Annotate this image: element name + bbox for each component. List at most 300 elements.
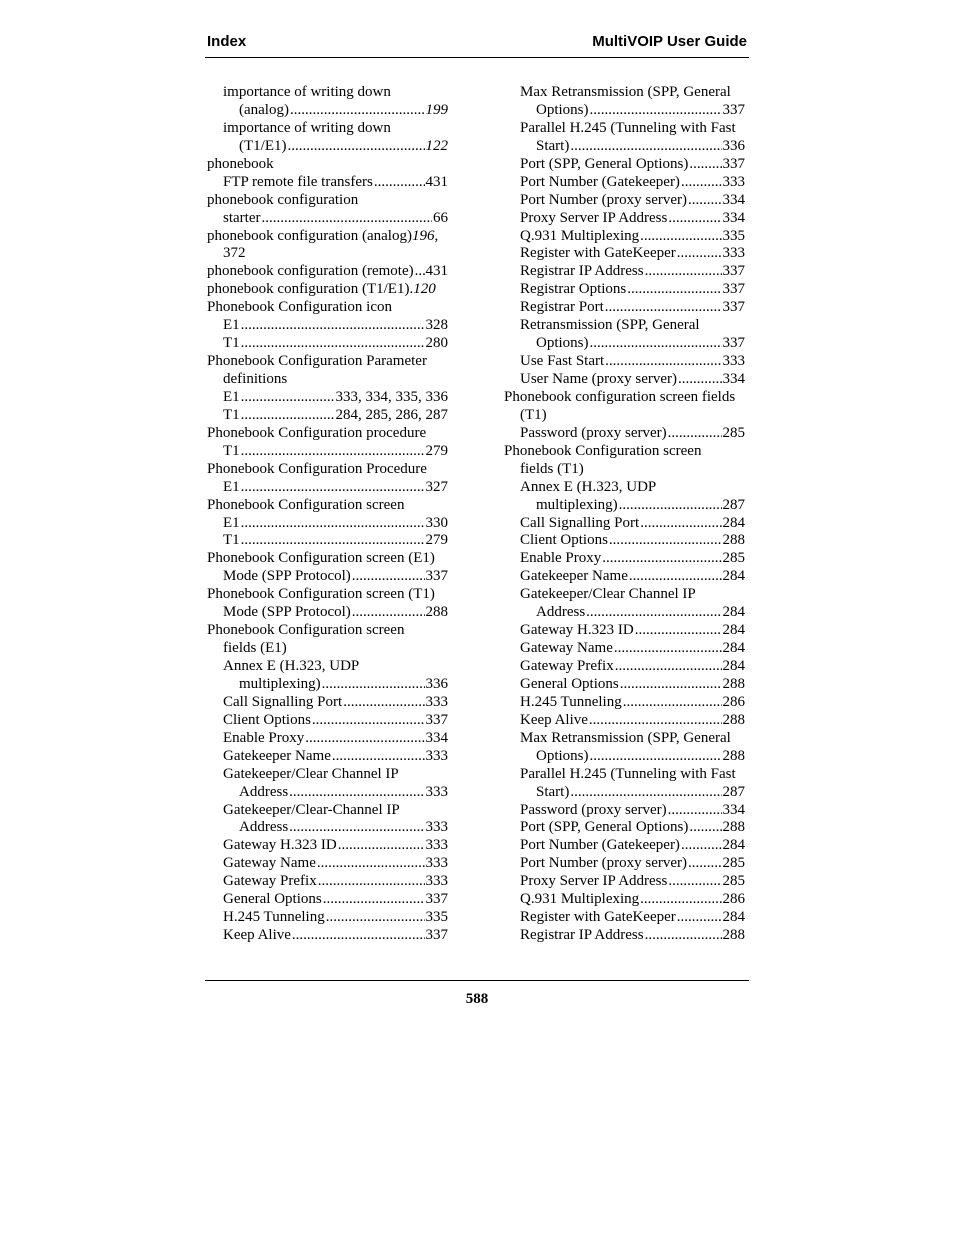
index-entry <box>504 694 745 712</box>
entry-term: Gatekeeper/Clear Channel IP <box>223 765 399 782</box>
entry-term: Register with GateKeeper <box>520 909 676 926</box>
dot-leader <box>590 748 722 766</box>
entry-page-ref: 280 <box>425 335 448 352</box>
dot-leader <box>623 694 722 712</box>
entry-term: Phonebook Configuration procedure <box>207 424 427 441</box>
entry-term: Phonebook configuration screen fields <box>504 388 736 405</box>
index-entry <box>207 712 448 730</box>
index-entry <box>504 281 745 299</box>
entry-page-ref: 336 <box>425 675 448 692</box>
entry-term: phonebook configuration (analog) <box>207 227 412 244</box>
dot-leader <box>287 138 424 156</box>
dot-leader <box>677 245 722 263</box>
dot-leader <box>635 622 722 640</box>
entry-page-ref: 333 <box>425 837 448 854</box>
index-entry <box>207 120 448 138</box>
entry-term: starter <box>223 209 261 226</box>
index-entry <box>207 532 448 550</box>
dot-leader <box>570 138 721 156</box>
entry-page-ref: 122 <box>425 137 448 154</box>
entry-term: T1 <box>223 335 240 352</box>
index-entry <box>207 694 448 712</box>
index-entry <box>504 873 745 891</box>
dot-leader <box>289 784 424 802</box>
entry-term: Gateway Prefix <box>223 873 317 890</box>
index-entry <box>504 371 745 389</box>
index-entry <box>207 443 448 461</box>
index-entry <box>504 120 745 138</box>
entry-page-ref: 284 <box>722 604 745 621</box>
entry-term: Options) <box>536 747 589 764</box>
index-entry <box>504 532 745 550</box>
index-entry <box>504 263 745 281</box>
dot-leader <box>241 335 425 353</box>
entry-term: Port Number (proxy server) <box>520 855 688 872</box>
index-entry <box>207 407 448 425</box>
header-section-title: Index <box>207 33 247 50</box>
entry-term: Q.931 Multiplexing <box>520 227 640 244</box>
index-entry <box>504 837 745 855</box>
index-entry <box>504 443 745 461</box>
entry-page-ref: 287 <box>722 496 745 513</box>
entry-page-ref: 288 <box>722 819 745 836</box>
entry-suffix: , <box>434 227 439 244</box>
dot-leader <box>241 389 335 407</box>
entry-term: E1 <box>223 514 240 531</box>
entry-page-ref: 337 <box>722 281 745 298</box>
dot-leader <box>602 550 721 568</box>
entry-page-ref: 327 <box>425 478 448 495</box>
dot-leader <box>605 299 722 317</box>
entry-term: Registrar IP Address <box>520 927 644 944</box>
index-entry <box>504 891 745 909</box>
index-entry <box>504 658 745 676</box>
dot-leader <box>343 694 424 712</box>
entry-term: Port (SPP, General Options) <box>520 155 689 172</box>
index-entry <box>504 210 745 228</box>
entry-page-ref: 337 <box>722 101 745 118</box>
index-entry <box>207 281 448 299</box>
entry-term: Port Number (Gatekeeper) <box>520 173 680 190</box>
entry-page-ref: 284 <box>722 658 745 674</box>
entry-term: Password (proxy server) <box>520 801 667 818</box>
entry-term: Keep Alive <box>520 711 588 728</box>
dot-leader <box>645 927 722 945</box>
entry-term: fields (T1) <box>520 460 584 477</box>
entry-page-ref: 66 <box>433 209 448 226</box>
entry-page-ref: 284 <box>722 568 745 585</box>
entry-page-ref: 288 <box>425 604 448 621</box>
index-entry <box>207 389 448 407</box>
entry-term: Enable Proxy <box>520 550 602 567</box>
entry-term: General Options <box>223 891 322 908</box>
dot-leader <box>668 802 722 820</box>
entry-page-ref: 333 <box>425 855 448 872</box>
page-number: 588 <box>465 991 489 1007</box>
index-entry <box>504 784 745 802</box>
entry-page-ref: 120 <box>413 281 436 298</box>
entry-term: Gateway Prefix <box>520 658 614 674</box>
index-entry <box>504 497 745 515</box>
dot-leader <box>352 604 425 622</box>
dot-leader <box>668 210 721 228</box>
dot-leader <box>619 497 722 515</box>
index-entry <box>504 102 745 120</box>
entry-term: Parallel H.245 (Tunneling with Fast <box>520 119 736 136</box>
entry-term: phonebook configuration (remote) <box>207 263 414 280</box>
entry-page-ref: 335 <box>722 227 745 244</box>
entry-term: Start) <box>536 783 570 800</box>
index-entry <box>207 479 448 497</box>
dot-leader <box>689 819 721 837</box>
dot-leader <box>645 263 722 281</box>
entry-page-ref: 285 <box>722 424 745 441</box>
entry-term: Gateway Name <box>520 640 613 657</box>
dot-leader <box>326 909 425 927</box>
entry-term: Options) <box>536 101 589 118</box>
entry-term: Mode (SPP Protocol) <box>223 604 351 621</box>
index-entry <box>504 568 745 586</box>
index-entry <box>207 84 448 102</box>
entry-page-ref: 431 <box>425 263 448 280</box>
entry-term: Address <box>536 604 586 621</box>
index-entry <box>207 802 448 820</box>
entry-page-ref: 337 <box>722 155 745 172</box>
dot-leader <box>681 837 722 855</box>
entry-term: Call Signalling Port <box>223 693 343 710</box>
entry-page-ref: 337 <box>722 263 745 280</box>
index-entry <box>207 461 448 479</box>
entry-term: Port Number (proxy server) <box>520 191 688 208</box>
entry-term: E1 <box>223 388 240 405</box>
index-entry <box>504 407 745 425</box>
index-entry <box>207 927 448 945</box>
index-entry <box>207 102 448 120</box>
index-entry <box>504 138 745 156</box>
entry-page-ref: 284 <box>722 514 745 531</box>
entry-term: E1 <box>223 317 240 334</box>
index-entry <box>504 927 745 945</box>
entry-term: Address <box>239 783 289 800</box>
entry-term: Phonebook Configuration screen <box>207 622 405 639</box>
entry-page-ref: 334 <box>425 729 448 746</box>
entry-page-ref: 330 <box>425 514 448 531</box>
entry-term: Registrar Options <box>520 281 627 298</box>
index-entry <box>207 371 448 389</box>
entry-term: Gatekeeper/Clear-Channel IP <box>223 801 400 818</box>
entry-term: multiplexing) <box>536 496 618 513</box>
entry-term: Enable Proxy <box>223 729 305 746</box>
dot-leader <box>688 192 721 210</box>
entry-term: Annex E (H.323, UDP <box>223 658 360 674</box>
entry-page-ref: 286 <box>722 891 745 908</box>
index-entry <box>207 676 448 694</box>
entry-term: FTP remote file transfers <box>223 173 373 190</box>
entry-term: Gateway Name <box>223 855 316 872</box>
dot-leader <box>261 210 432 228</box>
entry-term: Register with GateKeeper <box>520 245 676 262</box>
entry-term: General Options <box>520 675 619 692</box>
dot-leader <box>241 532 425 550</box>
dot-leader <box>640 228 721 246</box>
entry-term: Options) <box>536 335 589 352</box>
entry-page-ref: 285 <box>722 855 745 872</box>
index-entry <box>504 245 745 263</box>
dot-leader <box>322 676 425 694</box>
entry-term: Client Options <box>223 711 311 728</box>
entry-term: Proxy Server IP Address <box>520 209 668 226</box>
entry-term: Password (proxy server) <box>520 424 667 441</box>
entry-term: Client Options <box>520 532 608 549</box>
dot-leader <box>629 568 722 586</box>
dot-leader <box>323 891 425 909</box>
entry-term: Gatekeeper/Clear Channel IP <box>520 586 696 603</box>
entry-term: Phonebook Configuration screen <box>504 442 702 459</box>
entry-page-ref: 286 <box>722 693 745 710</box>
entry-page-ref: 337 <box>722 335 745 352</box>
entry-term: Call Signalling Port <box>520 514 640 531</box>
entry-term: Port (SPP, General Options) <box>520 819 689 836</box>
index-entry <box>207 766 448 784</box>
entry-term: Phonebook Configuration screen <box>207 496 405 513</box>
index-entry <box>207 748 448 766</box>
dot-leader <box>317 855 425 873</box>
dot-leader <box>241 407 335 425</box>
dot-leader <box>332 748 425 766</box>
entry-page-ref: 288 <box>722 675 745 692</box>
entry-page-ref: 333 <box>425 693 448 710</box>
dot-leader <box>312 712 425 730</box>
entry-term: Phonebook Configuration Procedure <box>207 460 427 477</box>
index-entry <box>504 479 745 497</box>
entry-term: (analog) <box>239 101 289 118</box>
entry-page-ref: 337 <box>425 568 448 585</box>
index-entry <box>207 353 448 371</box>
entry-page-ref: 287 <box>722 783 745 800</box>
index-column-left <box>207 84 448 945</box>
index-entry <box>207 192 448 210</box>
entry-term: Retransmission (SPP, General <box>520 317 700 334</box>
index-entry <box>504 461 745 479</box>
dot-leader <box>289 819 424 837</box>
entry-term: phonebook configuration <box>207 191 359 208</box>
index-entry <box>504 712 745 730</box>
entry-term: phonebook <box>207 155 274 172</box>
entry-term: Registrar IP Address <box>520 263 644 280</box>
entry-term: Start) <box>536 137 570 154</box>
dot-leader <box>415 263 425 281</box>
dot-leader <box>668 873 721 891</box>
dot-leader <box>374 174 425 192</box>
entry-page-ref: 284, 285, 286, 287 <box>335 406 448 423</box>
dot-leader <box>615 658 722 676</box>
entry-term: Mode (SPP Protocol) <box>223 568 351 585</box>
index-entry <box>504 228 745 246</box>
index-entry <box>504 604 745 622</box>
entry-term: H.245 Tunneling <box>520 693 622 710</box>
entry-term: Registrar Port <box>520 299 604 316</box>
entry-term: Parallel H.245 (Tunneling with Fast <box>520 765 736 782</box>
entry-page-ref: 279 <box>425 442 448 459</box>
index-entry <box>207 515 448 533</box>
entry-page-ref: 333 <box>722 245 745 262</box>
entry-term: importance of writing down <box>223 119 391 136</box>
entry-term: Proxy Server IP Address <box>520 873 668 890</box>
index-entry <box>504 802 745 820</box>
index-entry <box>504 748 745 766</box>
entry-page-ref: 333 <box>722 353 745 370</box>
entry-term: T1 <box>223 406 240 423</box>
index-entry <box>207 317 448 335</box>
entry-term: Max Retransmission (SPP, General <box>520 729 731 746</box>
entry-page-ref: 334 <box>722 191 745 208</box>
entry-term: Gateway H.323 ID <box>223 837 337 854</box>
entry-page-ref: 285 <box>722 550 745 567</box>
entry-page-ref: 284 <box>722 909 745 926</box>
dot-leader <box>352 568 425 586</box>
entry-term: T1 <box>223 442 240 459</box>
dot-leader <box>678 371 721 389</box>
index-entry <box>504 586 745 604</box>
entry-term: importance of writing down <box>223 84 391 100</box>
entry-page-ref: 334 <box>722 801 745 818</box>
dot-leader <box>627 281 721 299</box>
dot-leader <box>241 515 425 533</box>
index-entry <box>207 299 448 317</box>
entry-term: Address <box>239 819 289 836</box>
dot-leader <box>318 873 425 891</box>
index-entry <box>504 622 745 640</box>
index-entry <box>207 784 448 802</box>
dot-leader <box>640 515 721 533</box>
header-rule <box>205 57 749 58</box>
entry-term: definitions <box>223 371 288 387</box>
entry-page-ref: 288 <box>722 927 745 944</box>
index-entry <box>207 425 448 443</box>
footer-rule <box>205 980 749 981</box>
entry-page-ref: 328 <box>425 317 448 334</box>
index-entry <box>504 84 745 102</box>
entry-term: Phonebook Configuration Parameter <box>207 353 427 370</box>
dot-leader <box>241 479 425 497</box>
dot-leader <box>589 712 722 730</box>
dot-leader <box>668 425 722 443</box>
index-entry <box>207 604 448 622</box>
dot-leader <box>570 784 721 802</box>
entry-page-ref: 288 <box>722 711 745 728</box>
index-entry <box>207 497 448 515</box>
entry-page-ref: 284 <box>722 622 745 639</box>
dot-leader <box>605 353 721 371</box>
entry-term: (T1) <box>520 406 547 423</box>
index-entry <box>504 855 745 873</box>
dot-leader <box>609 532 722 550</box>
entry-term: (T1/E1) <box>239 137 287 154</box>
dot-leader <box>241 317 425 335</box>
entry-page-ref: 285 <box>722 873 745 890</box>
index-entry <box>207 245 448 263</box>
entry-term: H.245 Tunneling <box>223 909 325 926</box>
entry-term: Phonebook Configuration screen (E1) <box>207 550 435 567</box>
entry-page-ref: 333 <box>722 173 745 190</box>
index-entry <box>504 730 745 748</box>
entry-page-ref: 337 <box>722 299 745 316</box>
index-entry <box>504 819 745 837</box>
index-entry <box>207 335 448 353</box>
entry-page-ref: 337 <box>425 711 448 728</box>
entry-term: fields (E1) <box>223 640 287 657</box>
index-entry <box>504 174 745 192</box>
entry-term: Annex E (H.323, UDP <box>520 478 657 495</box>
index-entry <box>504 640 745 658</box>
dot-leader <box>677 909 722 927</box>
index-entry <box>504 156 745 174</box>
entry-page-ref: 333 <box>425 873 448 890</box>
entry-page-ref: 337 <box>425 891 448 908</box>
entry-term: Q.931 Multiplexing <box>520 891 640 908</box>
index-entry <box>207 855 448 873</box>
entry-page-ref: 333 <box>425 819 448 836</box>
dot-leader <box>586 604 721 622</box>
entry-term: Phonebook Configuration icon <box>207 299 392 316</box>
dot-leader <box>689 156 721 174</box>
entry-page-ref: 199 <box>425 101 448 118</box>
entry-term: 372 <box>223 245 246 262</box>
entry-term: T1 <box>223 532 240 549</box>
entry-term: multiplexing) <box>239 675 321 692</box>
entry-page-ref: 431 <box>425 173 448 190</box>
entry-page-ref: 288 <box>722 532 745 549</box>
index-entry <box>207 837 448 855</box>
dot-leader <box>590 102 722 120</box>
entry-term: Port Number (Gatekeeper) <box>520 837 680 854</box>
index-entry <box>504 353 745 371</box>
entry-page-ref: 334 <box>722 209 745 226</box>
index-entry <box>207 550 448 568</box>
index-entry <box>207 228 448 246</box>
entry-page-ref: 337 <box>425 927 448 944</box>
header-book-title: MultiVOIP User Guide <box>592 33 747 50</box>
entry-page-ref: 284 <box>722 837 745 854</box>
entry-page-ref: 335 <box>425 909 448 926</box>
index-entry <box>504 909 745 927</box>
index-entry <box>504 766 745 784</box>
index-entry <box>207 586 448 604</box>
entry-term: Max Retransmission (SPP, General <box>520 84 731 100</box>
dot-leader <box>305 730 424 748</box>
dot-leader <box>688 855 721 873</box>
index-entry <box>504 299 745 317</box>
entry-page-ref: 333 <box>425 783 448 800</box>
dot-leader <box>292 927 425 945</box>
index-entry <box>504 550 745 568</box>
entry-term: phonebook configuration (T1/E1). <box>207 281 414 298</box>
dot-leader <box>681 174 722 192</box>
dot-leader <box>290 102 425 120</box>
index-entry <box>504 335 745 353</box>
page-header <box>207 33 747 53</box>
index-entry <box>207 622 448 640</box>
entry-page-ref: 284 <box>722 640 745 657</box>
entry-page-ref: 334 <box>722 371 745 387</box>
index-entry <box>207 873 448 891</box>
entry-page-ref: 196 <box>411 227 435 244</box>
entry-term: E1 <box>223 478 240 495</box>
entry-term: User Name (proxy server) <box>520 371 678 387</box>
index-entry <box>207 210 448 228</box>
index-entry <box>207 174 448 192</box>
dot-leader <box>614 640 722 658</box>
